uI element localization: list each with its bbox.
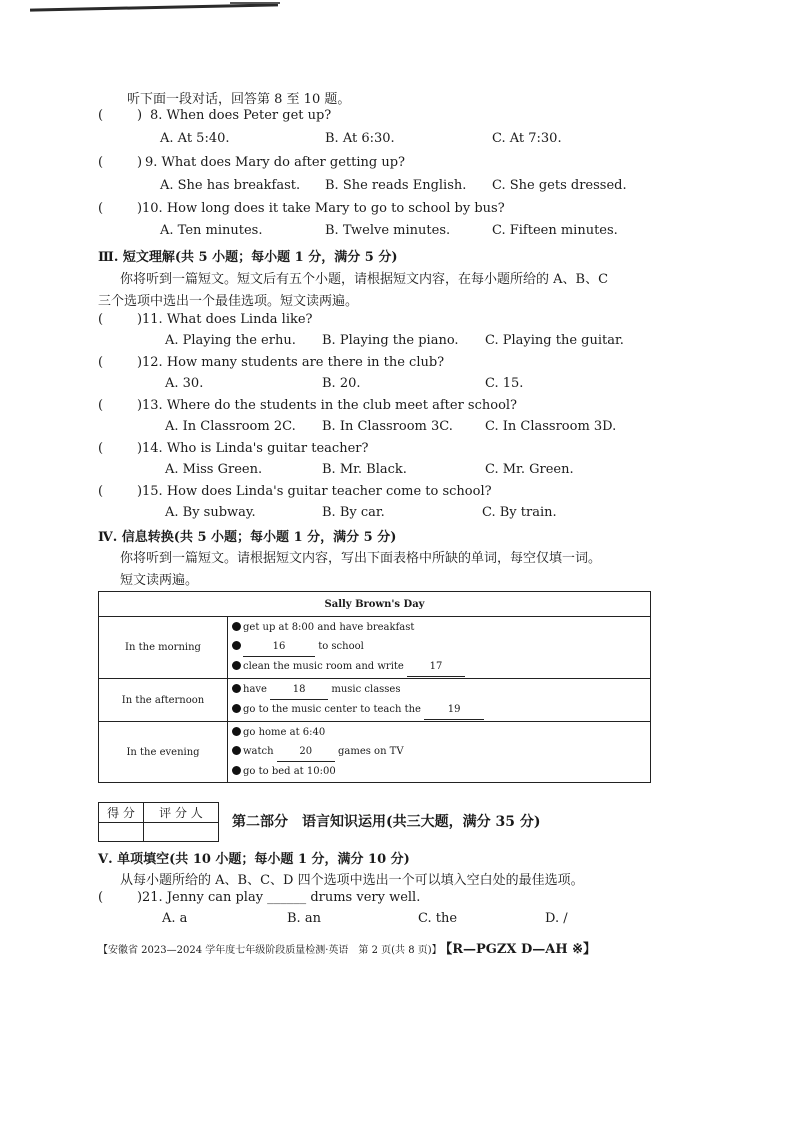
afternoon-activities: have 18 music classes go to the music center to teach the 19 — [228, 679, 651, 722]
option-b: B. By car. — [322, 505, 385, 520]
option-b: B. an — [287, 911, 321, 926]
period-afternoon: In the afternoon — [99, 679, 228, 722]
answer-paren-open: ( — [98, 312, 104, 327]
option-b: B. In Classroom 3C. — [322, 419, 453, 434]
option-a: A. Ten minutes. — [160, 223, 263, 238]
option-a: A. She has breakfast. — [160, 178, 301, 193]
question-text: Jenny can play ______ drums very well. — [166, 890, 421, 905]
answer-paren-open: ( — [98, 201, 104, 216]
option-d: D. / — [545, 911, 568, 926]
question-text: What does Linda like? — [166, 312, 313, 327]
answer-paren-open: ( — [98, 155, 104, 170]
question-text: What does Mary do after getting up? — [161, 155, 406, 170]
section-5-instruction: 从每小题所给的 A、B、C、D 四个选项中选出一个可以填入空白处的最佳选项。 — [120, 873, 584, 888]
option-a: A. Playing the erhu. — [165, 333, 296, 348]
answer-paren-open: ( — [98, 890, 104, 905]
option-b: B. At 6:30. — [325, 131, 395, 146]
question-11: ( ) 11. What does Linda like? — [98, 312, 313, 327]
answer-paren-close: ) — [137, 108, 143, 123]
option-b: B. Playing the piano. — [322, 333, 459, 348]
grader-cell[interactable] — [144, 823, 219, 842]
answer-paren-close: ) — [137, 890, 143, 905]
option-a: A. In Classroom 2C. — [165, 419, 296, 434]
score-cell[interactable] — [99, 823, 144, 842]
question-15: ( ) 15. How does Linda's guitar teacher come to school? — [98, 484, 492, 499]
part-2-heading: 第二部分 语言知识运用(共三大题，满分 35 分) — [232, 814, 541, 830]
option-c: C. Fifteen minutes. — [492, 223, 618, 238]
question-13: ( ) 13. Where do the students in the club meet after school? — [98, 398, 518, 413]
bullet-icon — [232, 746, 241, 755]
blank-20[interactable]: 20 — [277, 742, 335, 762]
blank-18[interactable]: 18 — [270, 680, 328, 700]
option-a: A. 30. — [165, 376, 204, 391]
bullet-icon — [232, 622, 241, 631]
bullet-icon — [232, 684, 241, 693]
option-c: C. Mr. Green. — [485, 462, 574, 477]
morning-activities: get up at 8:00 and have breakfast 16 to school clean the music room and write 17 — [228, 617, 651, 679]
section-3-heading: Ⅲ. 短文理解(共 5 小题；每小题 1 分，满分 5 分) — [98, 250, 398, 265]
blank-16[interactable]: 16 — [243, 637, 315, 657]
blank-17[interactable]: 17 — [407, 657, 465, 677]
listening-intro: 听下面一段对话，回答第 8 至 10 题。 — [127, 92, 351, 107]
section-3-instruction: 你将听到一篇短文。短文后有五个小题，请根据短文内容，在每小题所给的 A、B、C — [120, 272, 609, 287]
option-b: B. Twelve minutes. — [325, 223, 451, 238]
option-c: C. At 7:30. — [492, 131, 562, 146]
grader-label: 评 分 人 — [144, 803, 219, 823]
top-rule — [30, 3, 278, 11]
bullet-icon — [232, 727, 241, 736]
question-10: ( ) 10. How long does it take Mary to go to school by bus? — [98, 201, 505, 216]
question-9: ( ) 9. What does Mary do after getting up? — [98, 155, 406, 170]
option-a: A. At 5:40. — [160, 131, 230, 146]
option-c: C. She gets dressed. — [492, 178, 627, 193]
top-rule-accent — [230, 2, 280, 4]
answer-paren-close: ) — [137, 312, 143, 327]
section-4-instruction-2: 短文读两遍。 — [120, 573, 199, 588]
option-c: C. By train. — [482, 505, 557, 520]
question-text: Where do the students in the club meet after school? — [166, 398, 518, 413]
info-table — [98, 591, 651, 783]
answer-paren-close: ) — [137, 398, 143, 413]
option-c: C. 15. — [485, 376, 524, 391]
blank-19[interactable]: 19 — [424, 700, 484, 720]
section-5-heading: Ⅴ. 单项填空(共 10 小题；每小题 1 分，满分 10 分) — [98, 852, 410, 867]
question-text: When does Peter get up? — [166, 108, 332, 123]
option-c: C. Playing the guitar. — [485, 333, 624, 348]
score-box — [98, 802, 219, 842]
question-21: ( ) 21. Jenny can play ______ drums very well. — [98, 890, 421, 905]
bullet-icon — [232, 641, 241, 650]
answer-paren-close: ) — [137, 355, 143, 370]
answer-paren-open: ( — [98, 441, 104, 456]
question-text: How many students are there in the club? — [166, 355, 445, 370]
score-label: 得 分 — [99, 803, 144, 823]
page-footer — [98, 938, 596, 957]
section-3-instruction-2: 三个选项中选出一个最佳选项。短文读两遍。 — [98, 294, 359, 309]
option-c: C. In Classroom 3D. — [485, 419, 617, 434]
answer-paren-open: ( — [98, 484, 104, 499]
answer-paren-open: ( — [98, 108, 104, 123]
option-b: B. 20. — [322, 376, 361, 391]
option-b: B. She reads English. — [325, 178, 467, 193]
option-c: C. the — [418, 911, 458, 926]
evening-activities: go home at 6:40 watch 20 games on TV go to bed at 10:00 — [228, 722, 651, 783]
footer-text: 【安徽省 2023—2024 学年度七年级阶段质量检测·英语 第 2 页(共 8 页)】 — [98, 945, 442, 956]
answer-paren-close: ) — [137, 484, 143, 499]
answer-paren-open: ( — [98, 355, 104, 370]
option-a: A. a — [162, 911, 188, 926]
question-text: Who is Linda's guitar teacher? — [166, 441, 369, 456]
option-a: A. Miss Green. — [165, 462, 263, 477]
period-evening: In the evening — [99, 722, 228, 783]
section-4-heading: Ⅳ. 信息转换(共 5 小题；每小题 1 分，满分 5 分) — [98, 530, 397, 545]
answer-paren-close: ) — [137, 201, 143, 216]
question-text: How does Linda's guitar teacher come to school? — [166, 484, 492, 499]
bullet-icon — [232, 766, 241, 775]
footer-code: 【R—PGZX D—AH ※】 — [445, 942, 597, 957]
question-8: ( ) 8. When does Peter get up? — [98, 108, 332, 123]
option-b: B. Mr. Black. — [322, 462, 407, 477]
question-14: ( ) 14. Who is Linda's guitar teacher? — [98, 441, 369, 456]
question-text: How long does it take Mary to go to school by bus? — [166, 201, 505, 216]
table-title: Sally Brown's Day — [99, 592, 651, 617]
bullet-icon — [232, 661, 241, 670]
answer-paren-open: ( — [98, 398, 104, 413]
bullet-icon — [232, 704, 241, 713]
answer-paren-close: ) — [137, 441, 143, 456]
answer-paren-close: ) — [137, 155, 143, 170]
section-4-instruction: 你将听到一篇短文。请根据短文内容，写出下面表格中所缺的单词，每空仅填一词。 — [120, 551, 602, 566]
option-a: A. By subway. — [165, 505, 256, 520]
question-12: ( ) 12. How many students are there in the club? — [98, 355, 445, 370]
period-morning: In the morning — [99, 617, 228, 679]
